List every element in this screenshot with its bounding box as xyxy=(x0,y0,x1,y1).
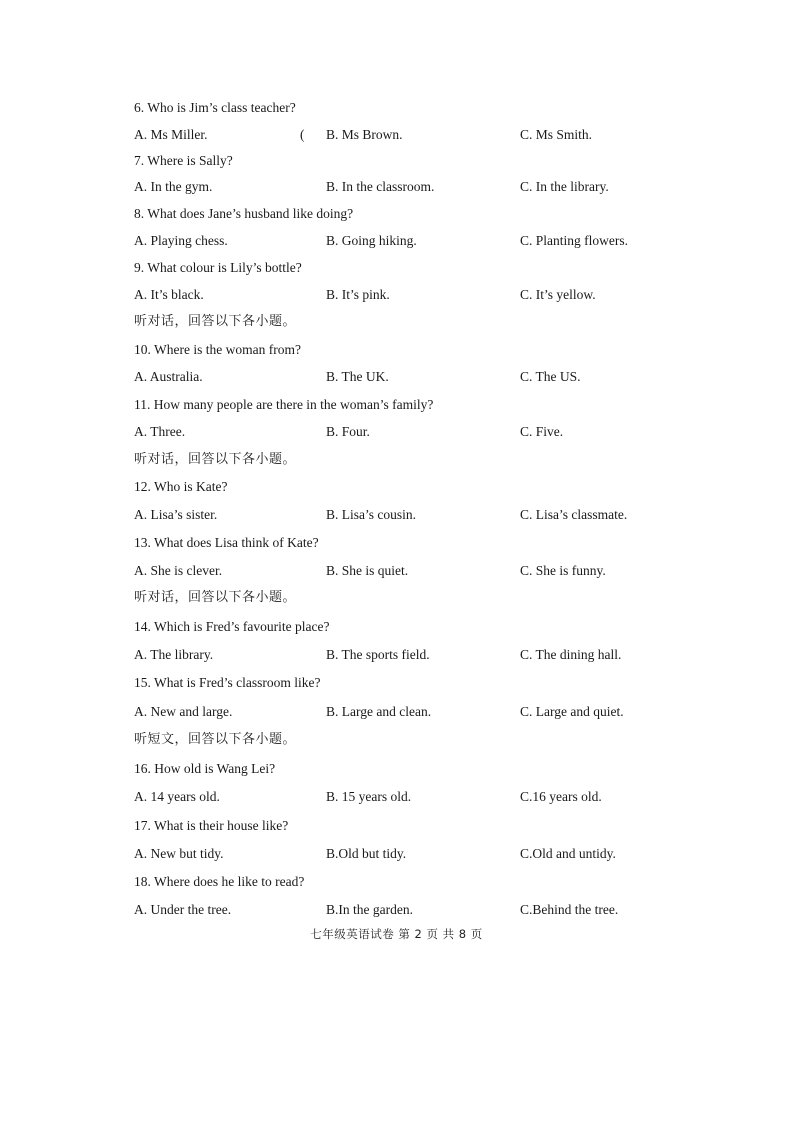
question-17 xyxy=(0,816,793,836)
options-6 xyxy=(0,125,793,145)
option-c: C. Lisa’s classmate. xyxy=(520,507,628,522)
option-b: B. 15 years old. xyxy=(326,789,412,804)
option-a: A. Three. xyxy=(134,424,186,439)
question-11 xyxy=(0,395,793,415)
stray-bracket-mark: ( xyxy=(300,127,305,142)
section-instruction xyxy=(0,312,793,332)
option-b: B. In the classroom. xyxy=(326,179,435,194)
options-18 xyxy=(0,900,793,920)
question-16 xyxy=(0,759,793,779)
question-text: 10. Where is the woman from? xyxy=(134,342,301,357)
instruction-text: 听对话，回答以下各小题。 xyxy=(134,314,297,329)
option-a: A. Lisa’s sister. xyxy=(134,507,218,522)
option-c: C. It’s yellow. xyxy=(520,287,596,302)
question-text: 11. How many people are there in the woman’s family? xyxy=(134,397,434,412)
option-b: B. Ms Brown. xyxy=(326,127,403,142)
section-instruction xyxy=(0,450,793,470)
instruction-text: 听对话，回答以下各小题。 xyxy=(134,590,297,605)
question-8 xyxy=(0,204,793,224)
option-a: A. New but tidy. xyxy=(134,846,224,861)
option-a: A. New and large. xyxy=(134,704,233,719)
option-b: B. Lisa’s cousin. xyxy=(326,507,416,522)
option-b: B. Large and clean. xyxy=(326,704,432,719)
question-text: 6. Who is Jim’s class teacher? xyxy=(134,100,296,115)
option-c: C.Old and untidy. xyxy=(520,846,616,861)
option-a: A. She is clever. xyxy=(134,563,223,578)
page-footer: 七年级英语试卷 第 2 页 共 8 页 xyxy=(310,927,483,941)
question-text: 17. What is their house like? xyxy=(134,818,289,833)
option-c: C. In the library. xyxy=(520,179,609,194)
option-c: C. Large and quiet. xyxy=(520,704,624,719)
option-a: A. Australia. xyxy=(134,369,203,384)
question-text: 14. Which is Fred’s favourite place? xyxy=(134,619,330,634)
question-9 xyxy=(0,258,793,278)
instruction-text: 听短文，回答以下各小题。 xyxy=(134,732,297,747)
question-text: 9. What colour is Lily’s bottle? xyxy=(134,260,302,275)
options-9 xyxy=(0,285,793,305)
option-a: A. Ms Miller. xyxy=(134,127,208,142)
options-7 xyxy=(0,177,793,197)
option-a: A. It’s black. xyxy=(134,287,204,302)
options-10 xyxy=(0,367,793,387)
option-a: A. Under the tree. xyxy=(134,902,232,917)
question-text: 16. How old is Wang Lei? xyxy=(134,761,276,776)
options-12 xyxy=(0,505,793,525)
question-text: 13. What does Lisa think of Kate? xyxy=(134,535,319,550)
question-14 xyxy=(0,617,793,637)
option-b: B. Four. xyxy=(326,424,370,439)
options-11 xyxy=(0,422,793,442)
option-b: B.In the garden. xyxy=(326,902,413,917)
question-12 xyxy=(0,477,793,497)
option-a: A. Playing chess. xyxy=(134,233,228,248)
question-6 xyxy=(0,98,793,118)
option-c: C.16 years old. xyxy=(520,789,602,804)
section-instruction xyxy=(0,730,793,750)
option-b: B. Going hiking. xyxy=(326,233,417,248)
question-text: 8. What does Jane’s husband like doing? xyxy=(134,206,354,221)
option-c: C. The US. xyxy=(520,369,581,384)
option-b: B. The UK. xyxy=(326,369,389,384)
options-13 xyxy=(0,561,793,581)
option-c: C. Ms Smith. xyxy=(520,127,593,142)
question-10 xyxy=(0,340,793,360)
question-text: 15. What is Fred’s classroom like? xyxy=(134,675,321,690)
question-13 xyxy=(0,533,793,553)
option-a: A. The library. xyxy=(134,647,214,662)
question-text: 12. Who is Kate? xyxy=(134,479,228,494)
section-instruction xyxy=(0,588,793,608)
option-b: B. The sports field. xyxy=(326,647,430,662)
options-14 xyxy=(0,645,793,665)
options-16 xyxy=(0,787,793,807)
option-c: C. She is funny. xyxy=(520,563,606,578)
option-a: A. 14 years old. xyxy=(134,789,220,804)
question-18 xyxy=(0,872,793,892)
option-c: C.Behind the tree. xyxy=(520,902,619,917)
instruction-text: 听对话，回答以下各小题。 xyxy=(134,452,297,467)
option-a: A. In the gym. xyxy=(134,179,213,194)
question-15 xyxy=(0,673,793,693)
question-text: 7. Where is Sally? xyxy=(134,153,233,168)
option-c: C. Planting flowers. xyxy=(520,233,628,248)
option-c: C. Five. xyxy=(520,424,564,439)
question-text: 18. Where does he like to read? xyxy=(134,874,305,889)
option-c: C. The dining hall. xyxy=(520,647,622,662)
question-7 xyxy=(0,151,793,171)
options-17 xyxy=(0,844,793,864)
option-b: B. She is quiet. xyxy=(326,563,409,578)
options-8 xyxy=(0,231,793,251)
option-b: B. It’s pink. xyxy=(326,287,390,302)
options-15 xyxy=(0,702,793,722)
option-b: B.Old but tidy. xyxy=(326,846,407,861)
